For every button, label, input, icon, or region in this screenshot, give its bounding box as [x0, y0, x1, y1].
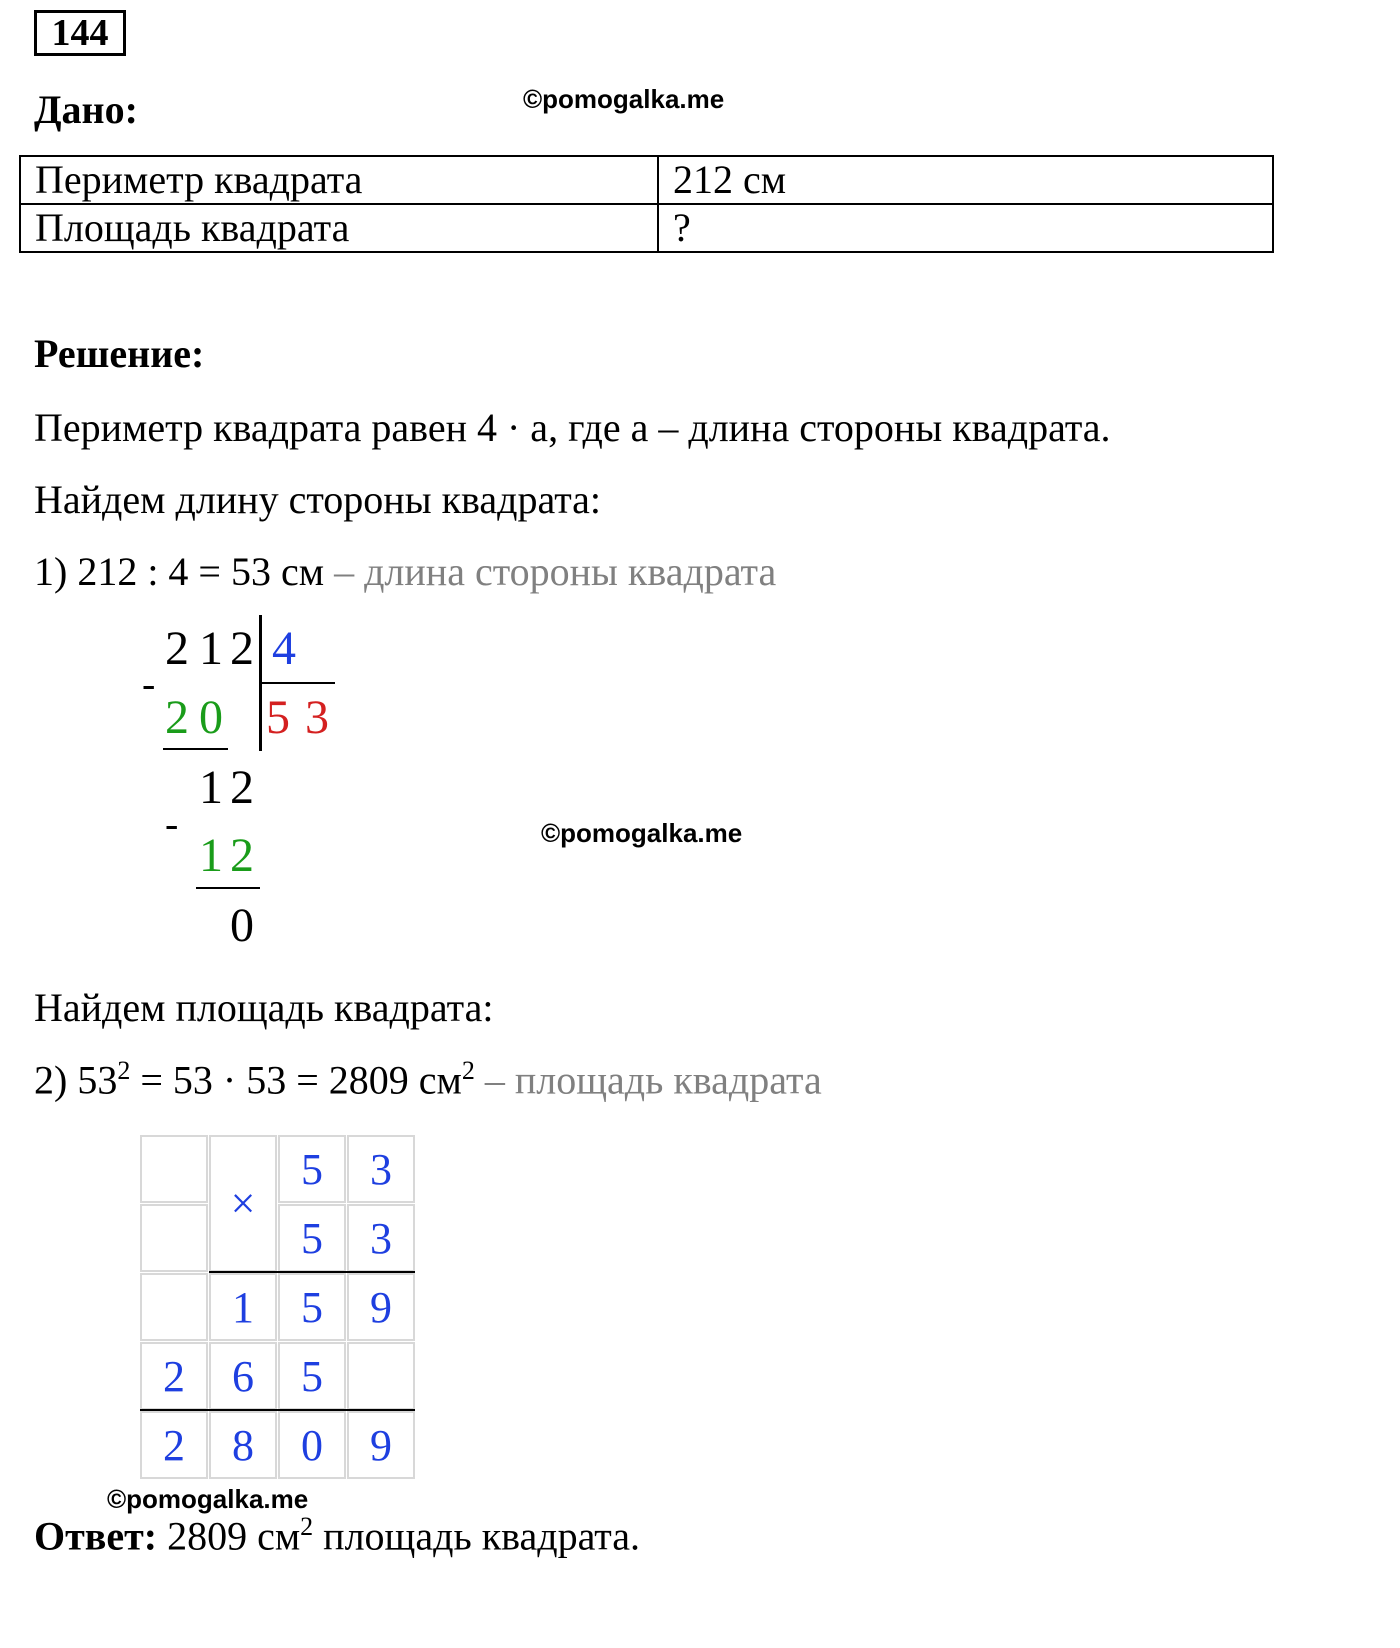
find-area-line: Найдем площадь квадрата:	[34, 985, 494, 1030]
grid-cell: 5	[278, 1273, 346, 1341]
answer-unit-exponent: 2	[300, 1512, 314, 1541]
subtrahend-digit: 0	[199, 691, 223, 744]
watermark-top: ©pomogalka.me	[523, 84, 725, 114]
answer-rest: площадь квадрата.	[313, 1513, 641, 1559]
grid-cell: 8	[209, 1411, 277, 1479]
step2-exponent: 2	[117, 1056, 131, 1085]
step2-comment: – площадь квадрата	[474, 1057, 822, 1103]
dividend-digit: 1	[199, 622, 223, 675]
remainder-digit: 1	[199, 761, 223, 814]
grid-cell	[140, 1273, 208, 1341]
grid-cell: 0	[278, 1411, 346, 1479]
minus-sign: -	[142, 661, 156, 706]
given-value: 212 см	[658, 156, 1273, 204]
dividend-digit: 2	[230, 622, 254, 675]
step2-line	[34, 1056, 822, 1103]
answer-value: 2809 см	[157, 1513, 301, 1559]
grid-cell: 9	[347, 1411, 415, 1479]
step2-middle: = 53 · 53 = 2809 см	[130, 1057, 462, 1103]
division-line	[163, 748, 228, 750]
grid-cell: 9	[347, 1273, 415, 1341]
grid-cell: 2	[140, 1342, 208, 1410]
dividend-digit: 2	[165, 622, 189, 675]
step1-comment: – длина стороны квадрата	[324, 549, 777, 594]
subtrahend-digit: 2	[230, 829, 254, 882]
grid-cell	[140, 1135, 208, 1203]
remainder-digit: 2	[230, 761, 254, 814]
step2-prefix: 2) 53	[34, 1057, 118, 1103]
given-heading: Дано:	[34, 87, 138, 132]
grid-cell: 5	[278, 1135, 346, 1203]
perimeter-formula-line: Периметр квадрата равен 4 · а, где а – длина стороны квадрата.	[34, 405, 1111, 450]
find-side-line: Найдем длину стороны квадрата:	[34, 477, 602, 522]
grid-cell: 6	[209, 1342, 277, 1410]
given-value: ?	[658, 204, 1273, 252]
task-number-box: 144	[34, 10, 126, 56]
minus-sign: -	[165, 801, 179, 846]
table-row	[20, 204, 1273, 252]
given-label: Периметр квадрата	[20, 156, 658, 204]
multiply-sign-cell: ×	[209, 1135, 277, 1272]
grid-cell: 5	[278, 1342, 346, 1410]
quotient-digit: 5	[266, 691, 290, 744]
result-digit: 0	[230, 899, 254, 952]
grid-cell: 5	[278, 1204, 346, 1272]
sum-rule-line	[140, 1409, 415, 1411]
grid-cell: 2	[140, 1411, 208, 1479]
given-table	[19, 155, 1274, 253]
step1-line	[34, 548, 776, 595]
solution-heading: Решение:	[34, 331, 205, 376]
watermark-middle: ©pomogalka.me	[541, 818, 743, 848]
answer-line	[34, 1512, 640, 1559]
watermark-bottom: ©pomogalka.me	[107, 1484, 309, 1514]
step1-expression: 1) 212 : 4 = 53 см	[34, 549, 325, 594]
grid-cell: 3	[347, 1204, 415, 1272]
step2-unit-exponent: 2	[461, 1056, 475, 1085]
divisor-digit: 4	[272, 622, 296, 675]
subtrahend-digit: 2	[165, 691, 189, 744]
grid-cell: 3	[347, 1135, 415, 1203]
grid-cell: 1	[209, 1273, 277, 1341]
division-quotient-line	[259, 682, 335, 684]
product-rule-line	[209, 1271, 415, 1273]
division-line	[196, 887, 260, 889]
answer-label: Ответ:	[34, 1513, 158, 1559]
given-label: Площадь квадрата	[20, 204, 658, 252]
grid-cell	[347, 1342, 415, 1410]
table-row	[20, 156, 1273, 204]
subtrahend-digit: 1	[199, 829, 223, 882]
quotient-digit: 3	[305, 691, 329, 744]
grid-cell	[140, 1204, 208, 1272]
